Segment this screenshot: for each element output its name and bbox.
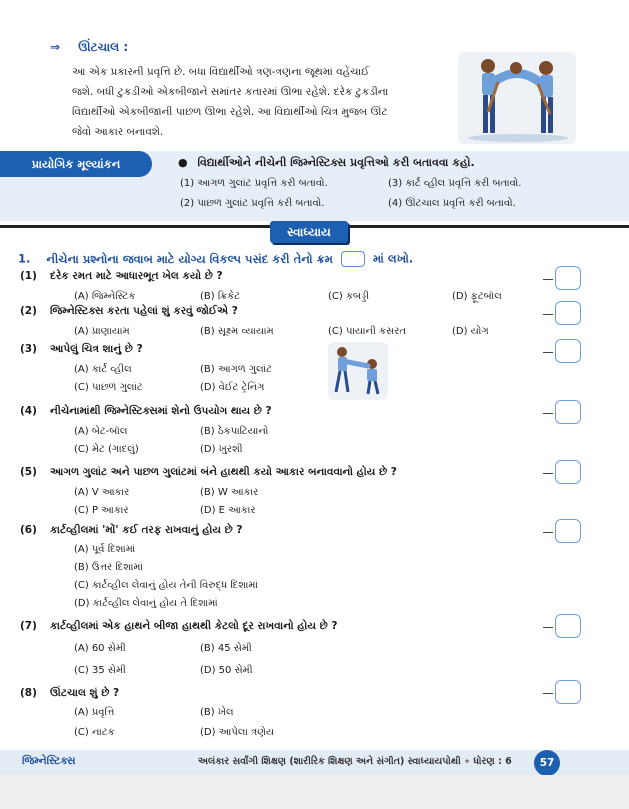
question-text: કાર્ટવ્હીલમાં 'મોં' કઈ તરફ રાખવાનું હોય છે ? <box>50 524 243 536</box>
answer-box-q5[interactable] <box>555 460 581 484</box>
main-question: 1. નીચેના પ્રશ્નોના જવાબ માટે યોગ્ય વિકલ્પ પસંદ કરી તેનો ક્રમ માં લખો. <box>18 251 414 266</box>
question-number: (5) <box>20 466 37 478</box>
intro-title: ⇒ ઊંટચાલ : <box>50 40 129 54</box>
option: (B) ઉત્તર દિશામાં <box>74 562 143 573</box>
option: (D) ફૂટબૉલ <box>452 291 502 302</box>
answer-box-q1[interactable] <box>555 266 581 290</box>
option: (C) P આકાર <box>74 505 129 516</box>
option: (B) ઠેકપાટિયાનો <box>200 426 269 437</box>
camel-walk-illustration <box>458 52 576 144</box>
question-number: (1) <box>20 270 37 282</box>
answer-box-q8[interactable] <box>555 680 581 704</box>
page-number: 57 <box>534 750 560 776</box>
option: (A) પૂર્વ દિશામાં <box>74 544 136 555</box>
assessment-item: (2) પાછળ ગુલાંટ પ્રવૃત્તિ કરી બતાવો. <box>180 198 325 209</box>
question-number: (4) <box>20 405 37 417</box>
bullet-icon: ● <box>178 156 188 169</box>
answer-box-q7[interactable] <box>555 614 581 638</box>
option: (C) 35 સેમી <box>74 665 126 676</box>
footer-book-title: અલંકાર સર્વાંગી શિક્ષણ (શારીરિક શિક્ષણ અને સંગીત) સ્વાધ્યાયપોથી ∘ ધોરણ : 6 <box>198 756 512 767</box>
assessment-item: (3) કાર્ટ વ્હીલ પ્રવૃત્તિ કરી બતાવો. <box>388 178 522 189</box>
arrow-icon: ⇒ <box>50 40 61 54</box>
wheelbarrow-illustration <box>328 342 388 400</box>
question-number: (7) <box>20 620 37 632</box>
option: (A) પ્રવૃત્તિ <box>74 707 115 718</box>
option: (D) કાર્ટવ્હીલ લેવાનું હોય તે દિશામાં <box>74 598 218 609</box>
option: (B) 45 સેમી <box>200 643 252 654</box>
question-number: (3) <box>20 343 37 355</box>
option: (C) મેટ (ગાદલું) <box>74 444 139 455</box>
page-bottom-margin <box>0 775 629 809</box>
assessment-instruction: ● વિદ્યાર્થીઓને નીચેની જિમ્નેસ્ટિક્સ પ્રવૃત્તિઓ કરી બતાવવા કહો. <box>178 156 475 169</box>
option: (A) પ્રાણાયામ <box>74 326 130 337</box>
swadhyay-badge: સ્વાધ્યાય <box>270 221 348 243</box>
question-text: કાર્ટવ્હીલમાં એક હાથને બીજા હાથથી કેટલો દૂર રાખવાનો હોય છે ? <box>50 620 338 632</box>
intro-paragraph: આ એક પ્રકારની પ્રવૃત્તિ છે. બધા વિદ્યાર્થીઓ ત્રણ-ત્રણના જૂથમાં વહેંચાઈ જશે. બધી ટુકડીઓ એકબીજાને સમાંતર કતારમાં ઊભા રહેશે. દરેક ટુકડીના વિદ્યાર્થીઓ એકબીજાની પાછળ ઊભા રહેશે. આ વિદ્યાર્થીઓ ચિત્ર મુજબ ઊંટ જેવો આકાર બનાવશે. <box>72 66 389 138</box>
option: (C) કબડ્ડી <box>328 291 370 302</box>
question-text: જિમ્નેસ્ટિક્સ કરતા પહેલાં શું કરવું જોઈએ ? <box>50 305 238 317</box>
option: (A) 60 સેમી <box>74 643 126 654</box>
footer-subject: જિમ્નેસ્ટિક્સ <box>22 755 76 767</box>
question-text: ઊંટચાલ શું છે ? <box>50 687 120 699</box>
question-text: આપેલું ચિત્ર શાનું છે ? <box>50 343 143 355</box>
option: (A) બેટ-બૉલ <box>74 426 128 437</box>
option: (D) 50 સેમી <box>200 665 253 676</box>
option: (B) ક્રિકેટ <box>200 291 241 302</box>
option: (D) ખુરશી <box>200 444 243 455</box>
assessment-badge: પ્રાયોગિક મૂલ્યાંકન <box>0 151 152 177</box>
answer-box-sample <box>341 251 365 267</box>
question-number: (6) <box>20 524 37 536</box>
option: (C) પાછળ ગુલાંટ <box>74 382 143 393</box>
option: (B) ખેલ <box>200 707 234 718</box>
option: (A) V આકાર <box>74 487 130 498</box>
option: (C) પાયાની કસરત <box>328 326 406 337</box>
answer-box-q2[interactable] <box>555 301 581 325</box>
option: (D) યોગ <box>452 326 489 337</box>
answer-box-q4[interactable] <box>555 400 581 424</box>
option: (C) કાર્ટવ્હીલ લેવાનું હોય તેની વિરુદ્ધ દિશામાં <box>74 580 258 591</box>
option: (C) નાટક <box>74 727 115 738</box>
option: (A) કાર્ટ વ્હીલ <box>74 364 132 375</box>
option: (D) વેઈટ ટ્રેનિંગ <box>200 382 265 393</box>
question-number: (8) <box>20 687 37 699</box>
answer-box-q3[interactable] <box>555 339 581 363</box>
question-text: નીચેનામાંથી જિમ્નેસ્ટિક્સમાં શેનો ઉપયોગ થાય છે ? <box>50 405 272 417</box>
question-text: દરેક રમત માટે આધારભૂત ખેલ કયો છે ? <box>50 270 223 282</box>
option: (D) આપેલા ત્રણેય <box>200 727 275 738</box>
assessment-item: (4) ઊંટચાલ પ્રવૃત્તિ કરી બતાવો. <box>388 198 516 209</box>
option: (B) આગળ ગુલાંટ <box>200 364 272 375</box>
question-text: આગળ ગુલાંટ અને પાછળ ગુલાંટમાં બંને હાથથી કયો આકાર બનાવવાનો હોય છે ? <box>50 466 397 478</box>
option: (A) જિમ્નેસ્ટિક <box>74 291 136 302</box>
answer-box-q6[interactable] <box>555 519 581 543</box>
assessment-item: (1) આગળ ગુલાંટ પ્રવૃત્તિ કરી બતાવો. <box>180 178 328 189</box>
option: (B) સૂક્ષ્મ વ્યાયામ <box>200 326 274 337</box>
option: (D) E આકાર <box>200 505 256 516</box>
question-number: (2) <box>20 305 37 317</box>
option: (B) W આકાર <box>200 487 259 498</box>
